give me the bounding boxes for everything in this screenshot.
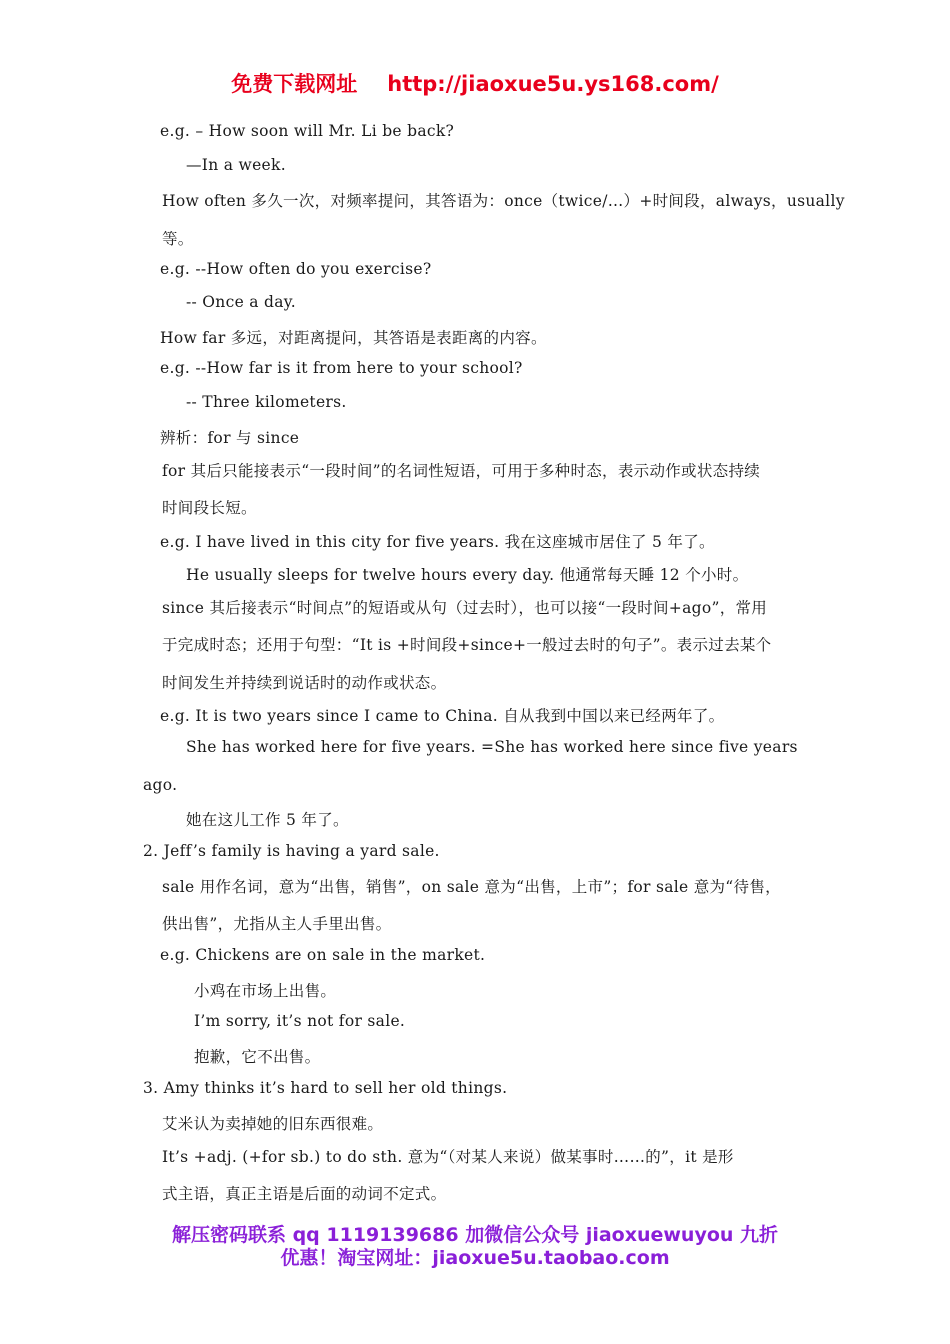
text-line: -- Once a day. [186,293,297,311]
text-line: 3. Amy thinks it’s hard to sell her old things. [143,1079,508,1097]
text-line: 时间发生并持续到说话时的动作或状态。 [162,674,447,692]
text-line: 抱歉，它不出售。 [194,1048,321,1066]
text-line: e.g. I have lived in this city for five years. 我在这座城市居住了 5 年了。 [160,533,715,551]
text-line: 她在这儿工作 5 年了。 [186,811,349,829]
text-line: 艾米认为卖掉她的旧东西很难。 [162,1115,384,1133]
text-line: e.g. --How far is it from here to your school? [160,359,523,377]
text-line: e.g. – How soon will Mr. Li be back? [160,122,455,140]
footer-line-1: 解压密码联系 qq 1119139686 加微信公众号 jiaoxuewuyou 九折 [171,1224,779,1246]
text-line: e.g. It is two years since I came to China. 自从我到中国以来已经两年了。 [160,707,725,725]
text-line: for 其后只能接表示“一段时间”的名词性短语，可用于多种时态，表示动作或状态持续 [162,462,761,480]
header-url-link[interactable]: http://jiaoxue5u.ys168.com/ [387,72,719,96]
text-line: How far 多远，对距离提问，其答语是表距离的内容。 [160,329,547,347]
text-line: 等。 [162,230,194,248]
text-line: 于完成时态；还用于句型：“It is +时间段+since+一般过去时的句子”。表示过去某个 [162,636,772,654]
footer-line-2: 优惠！淘宝网址：jiaoxue5u.taobao.com [280,1247,670,1269]
text-line: e.g. Chickens are on sale in the market. [160,946,486,964]
text-line: 小鸡在市场上出售。 [194,982,337,1000]
text-line: sale 用作名词，意为“出售，销售”，on sale 意为“出售，上市”；for sale 意为“待售， [162,878,781,896]
text-line: -- Three kilometers. [186,393,347,411]
text-line: It’s +adj. (+for sb.) to do sth. 意为“（对某人来说）做某事时……的”，it 是形 [162,1148,734,1166]
text-line: 供出售”，尤指从主人手里出售。 [162,915,392,933]
text-line: —In a week. [186,156,286,174]
header-banner [0,68,950,98]
text-line: She has worked here for five years. =She has worked here since five years [186,738,798,756]
text-line: since 其后接表示“时间点”的短语或从句（过去时），也可以接“一段时间+ago”，常用 [162,599,768,617]
header-label: 免费下载网址 [231,72,358,96]
text-line: I’m sorry, it’s not for sale. [194,1012,406,1030]
text-line: e.g. --How often do you exercise? [160,260,432,278]
text-line: 2. Jeff’s family is having a yard sale. [143,842,440,860]
text-line: ago. [143,776,178,794]
text-line: 时间段长短。 [162,499,257,517]
text-line: 式主语，真正主语是后面的动词不定式。 [162,1185,447,1203]
text-line: 辨析：for 与 since [160,429,300,447]
text-line: He usually sleeps for twelve hours every day. 他通常每天睡 12 个小时。 [186,566,749,584]
text-line: How often 多久一次，对频率提问，其答语为：once（twice/…）+时间段，always，usually [162,192,845,210]
